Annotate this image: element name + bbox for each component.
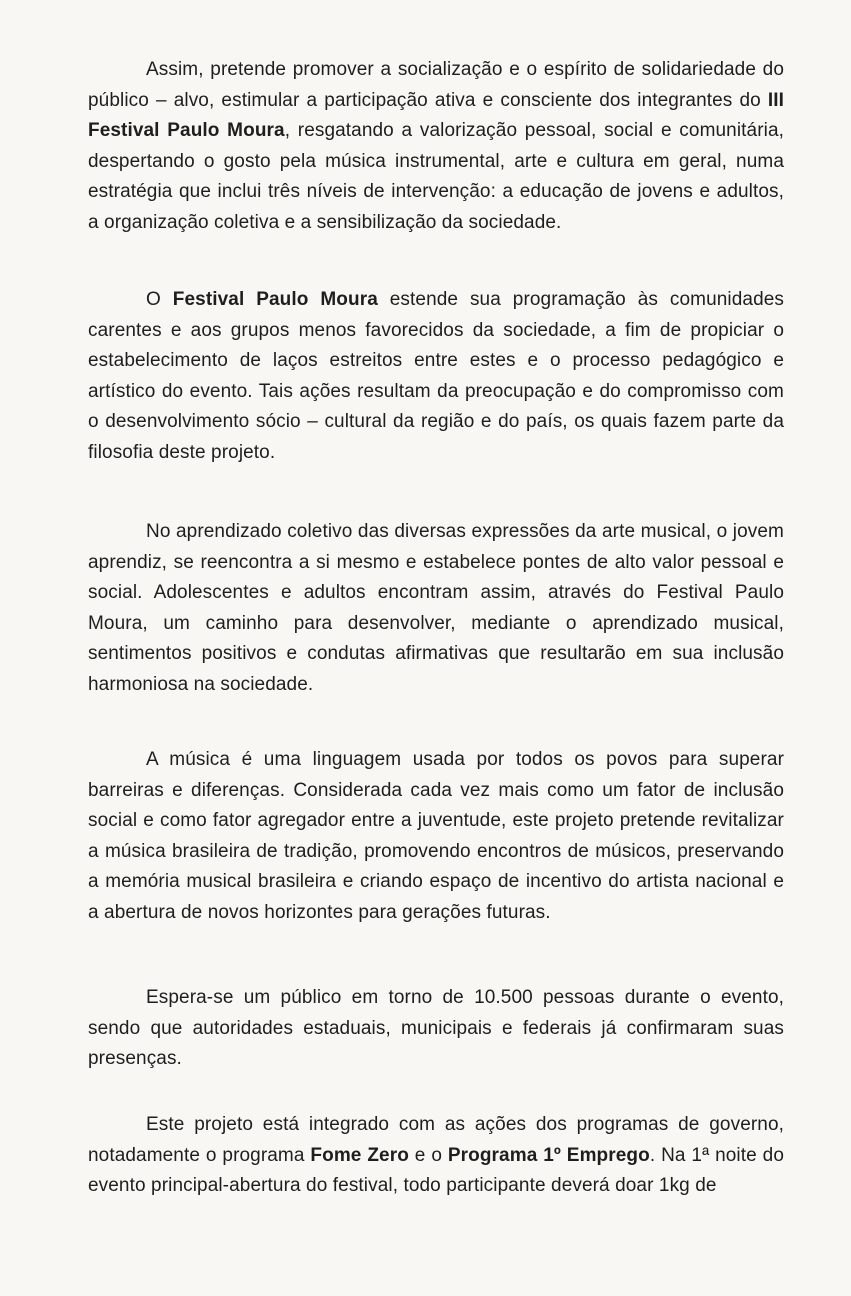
text-run: estende sua programação às comunidades carentes e aos grupos menos favorecidos da sociedade, a fim de propiciar o estabelecimento de laços estreitos entre estes e o processo pedagógico e artístico do evento. Tais ações resultam da preocupação e do compromisso com o desenvolvimento sócio – cultural da região e do país, os quais fazem parte da filosofia deste projeto. <box>88 289 785 463</box>
paragraph-comunidades <box>88 285 784 468</box>
paragraph-aprendizado-coletivo <box>88 517 784 700</box>
paragraph-publico-esperado <box>88 983 784 1075</box>
text-run: Este projeto está integrado com as ações dos programas de governo, notadamente o programa <box>88 1114 784 1166</box>
text-run: . Na 1ª noite do evento principal-abertura do festival, todo participante deverá doar 1kg de <box>88 1144 784 1196</box>
text-run: No aprendizado coletivo das diversas expressões da arte musical, o jovem aprendiz, se reencontra a si mesmo e estabelece pontes de alto valor pessoal e social. Adolescentes e adultos encontram assim, através do Festival Paulo Moura, um caminho para desenvolver, mediante o aprendizado musical, sentimentos positivos e condutas afirmativas que resultarão em sua inclusão harmoniosa na sociedade. <box>88 521 784 695</box>
text-run: O <box>146 289 173 310</box>
programa-emprego-bold: Programa 1º Emprego <box>447 1144 650 1166</box>
paragraph-programas-governo <box>88 1110 784 1202</box>
text-run: Espera-se um público em torno de 10.500 pessoas durante o evento, sendo que autoridades estaduais, municipais e federais já confirmaram suas presenças. <box>88 987 784 1069</box>
festival-name-bold: III Festival Paulo Moura <box>88 89 784 141</box>
fome-zero-bold: Fome Zero <box>310 1144 409 1166</box>
text-run: e o <box>408 1144 448 1166</box>
text-run: , resgatando a valorização pessoal, social e comunitária, despertando o gosto pela música instrumental, arte e cultura em geral, numa estratégia que inclui três níveis de intervenção: a educação de jovens e adultos, a organização coletiva e a sensibilização da sociedade. <box>88 120 784 233</box>
text-run: A música é uma linguagem usada por todos os povos para superar barreiras e diferenças. Considerada cada vez mais como um fator de inclusão social e como fator agregador entre a juventude, este projeto pretende revitalizar a música brasileira de tradição, promovendo encontros de músicos, preservando a memória musical brasileira e criando espaço de incentivo do artista nacional e a abertura de novos horizontes para gerações futuras. <box>88 749 784 923</box>
paragraph-musica-linguagem <box>88 745 784 928</box>
festival-name-bold: Festival Paulo Moura <box>172 289 378 310</box>
paragraph-socializacao <box>88 55 784 238</box>
text-run: Assim, pretende promover a socialização e o espírito de solidariedade do público – alvo, estimular a participação ativa e consciente dos integrantes do <box>88 59 784 111</box>
